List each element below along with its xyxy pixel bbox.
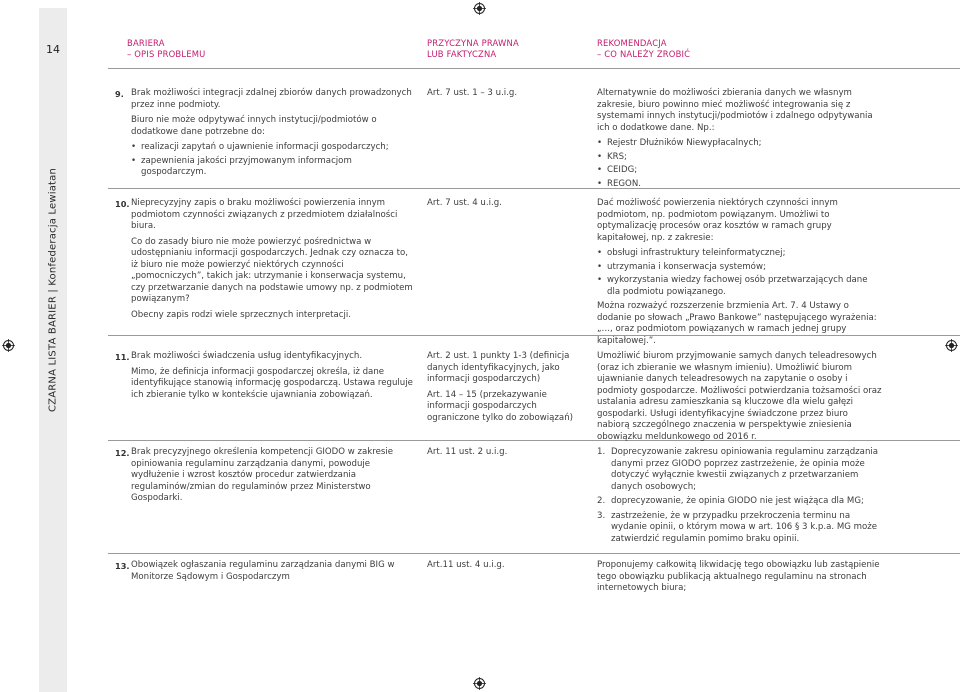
sidebar-label: CZARNA LISTA BARIER | Konfederacja Lewiatan — [47, 167, 59, 413]
row-divider — [108, 553, 960, 554]
registration-mark-icon — [945, 339, 958, 352]
barrier-bullet: • realizacji zapytań o ujawnienie informacji gospodarczych; — [131, 142, 414, 154]
header-recommendation — [597, 38, 690, 59]
recommendation-numbered-item — [597, 496, 882, 508]
legal-text: Art. 2 ust. 1 punkty 1-3 (definicja danych identyfikacyjnych, jako informacji gospodarczych) — [427, 351, 570, 384]
barrier-cell — [131, 351, 414, 405]
recommendation-cell — [597, 447, 882, 548]
legal-cell — [427, 198, 582, 214]
header-rec-line1: REKOMENDACJA — [597, 38, 667, 48]
barrier-text: Biuro nie może odpytywać innych instytucji/podmiotów o dodatkowe dane potrzebne do: — [131, 115, 377, 137]
registration-mark-icon — [2, 339, 15, 352]
recommendation-cell — [597, 198, 882, 351]
legal-text: Art. 14 – 15 (przekazywanie informacji gospodarczych ograniczone tylko do zobowiązań) — [427, 389, 573, 423]
barrier-text: Brak możliwości integracji zdalnej zbiorów danych prowadzonych przez inne podmioty. — [131, 88, 412, 110]
item-text: Doprecyzowanie zakresu opiniowania regulaminu zarządzania danymi przez GIODO poprzez zastrzeżenie, że opinia może dotyczyć wyłącznie kwestii związanych z przetwarzaniem danych osobowych; — [611, 447, 879, 492]
recommendation-text: Proponujemy całkowitą likwidację tego obowiązku lub zastąpienie tego obowiązku publikacją aktualnego regulaminu na stronach internetowych biura; — [597, 560, 880, 593]
recommendation-text: Dać możliwość powierzenia niektórych czynności innym podmiotom, np. podmiotom powiązanym. Umożliwi to optymalizację procesów oraz kosztów w ramach grupy kapitałowej, np. z zakresie: — [597, 198, 838, 243]
row-divider — [108, 68, 960, 69]
row-number: 12. — [115, 448, 130, 458]
barrier-cell — [131, 198, 414, 325]
recommendation-bullet: • Rejestr Dłużników Niewypłacalnych; — [597, 138, 882, 150]
barrier-bullet: • zapewnienia jakości przyjmowanym informacjom gospodarczym. — [131, 156, 414, 179]
barrier-cell — [131, 447, 414, 509]
recommendation-bullet: • utrzymania i konserwacja systemów; — [597, 262, 882, 274]
item-text: doprecyzowanie, że opinia GIODO nie jest wiążąca dla MG; — [611, 496, 864, 506]
recommendation-bullet: • KRS; — [597, 152, 882, 164]
recommendation-text: Umożliwić biurom przyjmowanie samych danych teleadresowych (oraz ich zbieranie we własnym imieniu). Umożliwić biurom ujawnianie danych teleadresowych na zapytanie o osoby i podmioty gospodarcze. Możliwości potwierdzania tożsamości oraz ustalania adresu zamieszkania są kluczowe dla wielu gałęzi gospodarki. Usługi identyfikacyjne świadczone przez biuro nabiorą szczególnego znaczenia w perspektywie zniesienia obowiązku meldunkowego od 2016 r. — [597, 351, 882, 442]
item-number: 3. — [597, 510, 606, 521]
legal-text: Art. 7 ust. 4 u.i.g. — [427, 198, 502, 208]
legal-text: Art. 11 ust. 2 u.i.g. — [427, 447, 508, 457]
recommendation-bullet: • REGON. — [597, 179, 882, 191]
recommendation-cell — [597, 88, 882, 193]
recommendation-bullet: • obsługi infrastruktury teleinformatycznej; — [597, 248, 882, 260]
barrier-text: Brak precyzyjnego określenia kompetencji GIODO w zakresie opiniowania regulaminu zarządzania danymi, powoduje wydłużenie i wzrost kosztów procedur zatwierdzania regulaminów/zmian do regulaminów przez Ministerstwo Gospodarki. — [131, 447, 394, 503]
legal-cell — [427, 351, 582, 428]
barrier-text: Mimo, że definicja informacji gospodarczej określa, iż dane identyfikujące stanowią informację gospodarczą. Ustawa reguluje ich zbieranie tylko w kontekście ujawniania zobowiązań. — [131, 366, 413, 400]
header-barrier-line2: – OPIS PROBLEMU — [127, 48, 206, 59]
barrier-text: Obowiązek ogłaszania regulaminu zarządzania danymi BIG w Monitorze Sądowym i Gospodarczym — [131, 560, 395, 582]
row-number: 10. — [115, 199, 130, 209]
recommendation-numbered-item — [597, 447, 882, 493]
barrier-cell — [131, 88, 414, 182]
header-barrier-line1: BARIERA — [127, 38, 165, 48]
recommendation-numbered-item — [597, 511, 882, 546]
legal-cell — [427, 447, 582, 463]
barrier-cell — [131, 560, 414, 587]
registration-mark-icon — [473, 2, 486, 15]
item-number: 1. — [597, 447, 606, 457]
barrier-text: Brak możliwości świadczenia usług identyfikacyjnych. — [131, 351, 363, 361]
header-rec-line2: – CO NALEŻY ZROBIĆ — [597, 48, 691, 59]
barrier-text: Co do zasady biuro nie może powierzyć pośrednictwa w udostępnianiu informacji gospodarczych. Jednak czy oznacza to, iż biuro nie może powierzyć niektórych czynności „pomocniczych”, takich jak: utrzymanie i konserwacja systemu, czy przetwarzanie danych na podstawie umowy np. z podmiotem powiązanym? — [131, 236, 413, 304]
legal-text: Art. 7 ust. 1 – 3 u.i.g. — [427, 88, 518, 98]
item-text: zastrzeżenie, że w przypadku przekroczenia terminu na wydanie opinii, o którym mowa w art. 106 § 3 k.p.a. MG może zatwierdzić regulamin pomimo braku opinii. — [611, 510, 878, 544]
barrier-text: Obecny zapis rodzi wiele sprzecznych interpretacji. — [131, 309, 352, 320]
legal-cell — [427, 88, 582, 104]
recommendation-text: Alternatywnie do możliwości zbierania danych we własnym zakresie, biuro powinno mieć możliwość integrowania się z systemami innych instytucji/podmiotów i zdalnego odpytywania ich o dodatkowe dane. Np.: — [597, 88, 873, 133]
legal-cell — [427, 560, 582, 576]
registration-mark-icon — [473, 677, 486, 690]
row-number: 13. — [115, 561, 130, 571]
recommendation-bullet: • wykorzystania wiedzy fachowej osób przetwarzających dane dla podmiotu powiązanego. — [597, 275, 882, 298]
recommendation-text: Można rozważyć rozszerzenie brzmienia Art. 7. 4 Ustawy o dodanie po słowach „Prawo Bankowe” następującego wyrażenia: „…, oraz podmiotom powiązanych w ramach jednej grupy kapitałowej.”. — [597, 301, 877, 346]
barrier-text: Nieprecyzyjny zapis o braku możliwości powierzenia innym podmiotom czynności związanych z przedmiotem działalności biura. — [131, 198, 398, 231]
item-number: 2. — [597, 496, 606, 506]
header-legal — [427, 38, 519, 59]
header-legal-line2: LUB FAKTYCZNA — [427, 48, 497, 59]
header-barrier — [127, 38, 205, 59]
recommendation-bullet: • CEIDG; — [597, 165, 882, 177]
page-number: 14 — [46, 43, 60, 56]
row-number: 9. — [115, 89, 124, 99]
row-number: 11. — [115, 352, 130, 362]
header-legal-line1: PRZYCZYNA PRAWNA — [427, 38, 519, 48]
legal-text: Art.11 ust. 4 u.i.g. — [427, 560, 505, 570]
recommendation-cell — [597, 351, 882, 447]
recommendation-cell — [597, 560, 882, 599]
